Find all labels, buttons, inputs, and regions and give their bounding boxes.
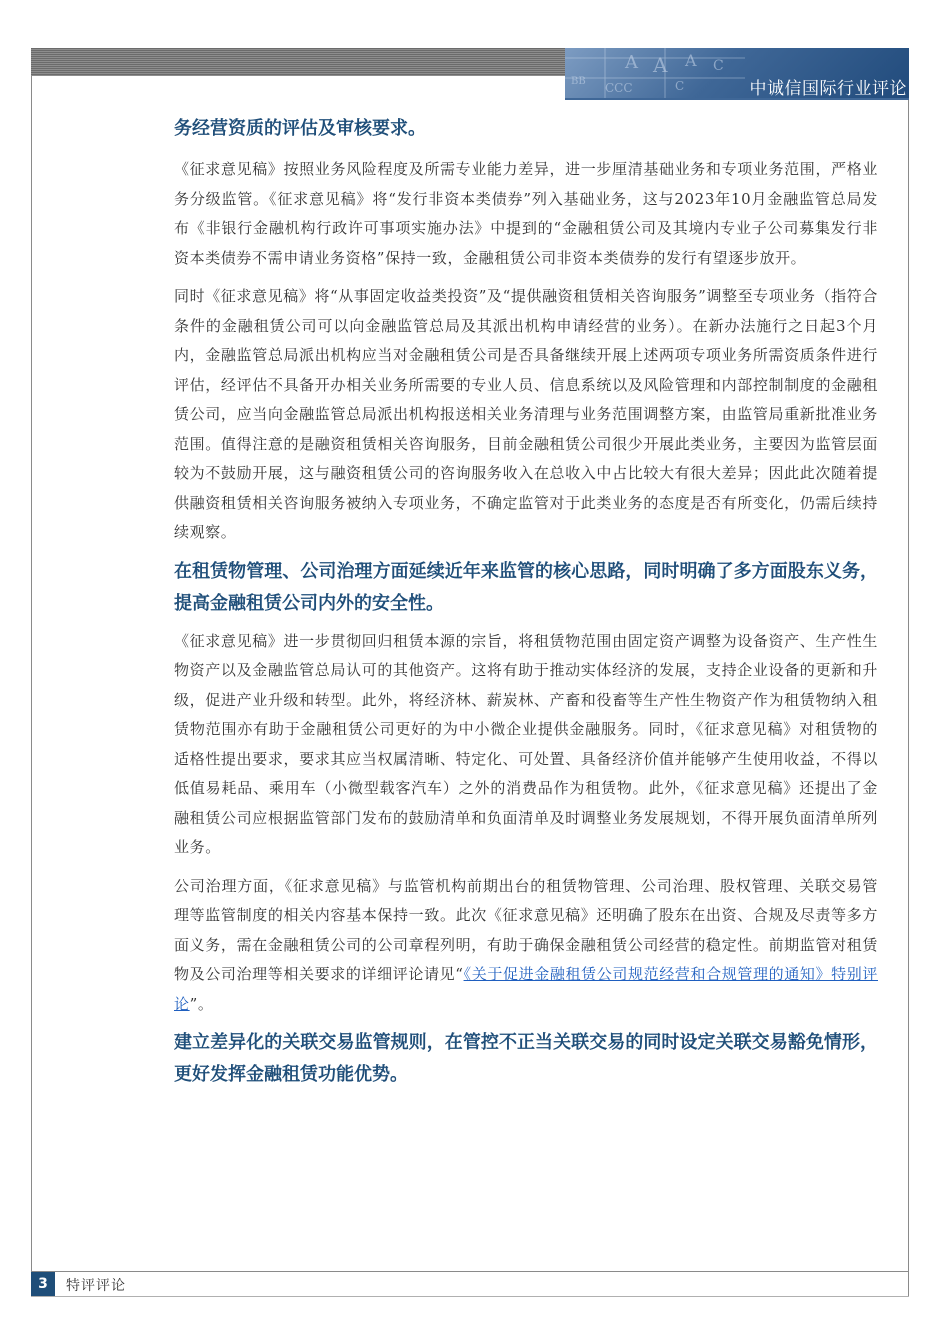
page-number: 3 bbox=[31, 1272, 55, 1297]
svg-text:A: A bbox=[685, 51, 697, 70]
header-underline bbox=[565, 98, 909, 100]
section-heading: 在租赁物管理、公司治理方面延续近年来监管的核心思路，同时明确了多方面股东义务，提高金融租赁公司内外的安全性。 bbox=[174, 560, 878, 614]
special-comment-link[interactable]: 《关于促进金融租赁公司规范经营和合规管理的通知》特别评论 bbox=[174, 965, 878, 1013]
footer-section-label: 特评评论 bbox=[66, 1278, 126, 1294]
header-banner bbox=[565, 48, 909, 98]
article-body bbox=[174, 113, 878, 1091]
section-heading: 务经营资质的评估及审核要求。 bbox=[174, 118, 426, 139]
svg-text:A: A bbox=[625, 52, 638, 73]
svg-text:C: C bbox=[675, 79, 685, 93]
svg-text:CCC: CCC bbox=[605, 81, 633, 95]
report-series-title: 中诚信国际行业评论 bbox=[749, 79, 907, 98]
body-paragraph bbox=[174, 872, 878, 1020]
section-heading: 建立差异化的关联交易监管规则，在管控不正当关联交易的同时设定关联交易豁免情形，更好发挥金融租赁功能优势。 bbox=[174, 1032, 878, 1085]
paragraph-text: 公司治理方面，《征求意见稿》与监管机构前期出台的租赁物管理、公司治理、股权管理、关联交易管理等监管制度的相关内容基本保持一致。此次《征求意见稿》还明确了股东在出资、合规及尽责等多方面义务，需在金融租赁公司的公司章程列明，有助于确保金融租赁公司经营的稳定性。前期监管对租赁物及公司治理等相关要求的详细评论请见“ bbox=[174, 876, 878, 983]
svg-text:A: A bbox=[653, 53, 668, 77]
svg-text:BB: BB bbox=[571, 76, 586, 87]
footer-divider bbox=[31, 1271, 909, 1272]
paragraph-text: ”。 bbox=[189, 994, 214, 1013]
body-paragraph: 《征求意见稿》进一步贯彻回归租赁本源的宗旨，将租赁物范围由固定资产调整为设备资产、生产性生物资产以及金融监管总局认可的其他资产。这将有助于推动实体经济的发展，支持企业设备的更新和升级，促进产业升级和转型。此外，将经济林、薪炭林、产畜和役畜等生产性生物资产作为租赁物纳入租赁物范围亦有助于金融租赁公司更好的为中小微企业提供金融服务。同时，《征求意见稿》对租赁物的适格性提出要求，要求其应当权属清晰、特定化、可处置、具备经济价值并能够产生使用收益，不得以低值易耗品、乘用车（小微型载客汽车）之外的消费品作为租赁物。此外，《征求意见稿》还提出了金融租赁公司应根据监管部门发布的鼓励清单和负面清单及时调整业务发展规划，不得开展负面清单所列业务。 bbox=[174, 631, 878, 856]
body-paragraph: 同时《征求意见稿》将“从事固定收益类投资”及“提供融资租赁相关咨询服务”调整至专项业务（指符合条件的金融租赁公司可以向金融监管总局及其派出机构申请经营的业务）。在新办法施行之日起3个月内，金融监管总局派出机构应当对金融租赁公司是否具备继续开展上述两项专项业务所需资质条件进行评估，经评估不具备开办相关业务所需要的专业人员、信息系统以及风险管理和内部控制制度的金融租赁公司，应当向金融监管总局派出机构报送相关业务清理与业务范围调整方案，由监管局重新批准业务范围。值得注意的是融资租赁相关咨询服务，目前金融租赁公司很少开展此类业务，主要因为监管层面较为不鼓励开展，这与融资租赁公司的咨询服务收入在总收入中占比较大有很大差异；因此此次随着提供融资租赁相关咨询服务被纳入专项业务，不确定监管对于此类业务的态度是否有所变化，仍需后续持续观察。 bbox=[174, 287, 878, 541]
svg-text:C: C bbox=[713, 58, 724, 74]
footer-bottom-line bbox=[31, 1296, 909, 1297]
body-paragraph: 《征求意见稿》按照业务风险程度及所需专业能力差异，进一步厘清基础业务和专项业务范围，严格业务分级监管。《征求意见稿》将“发行非资本类债券”列入基础业务，这与2023年10月金融监管总局发布《非银行金融机构行政许可事项实施办法》中提到的“金融租赁公司及其境内专业子公司募集发行非资本类债券不需申请业务资格”保持一致，金融租赁公司非资本类债券的发行有望逐步放开。 bbox=[174, 160, 878, 267]
